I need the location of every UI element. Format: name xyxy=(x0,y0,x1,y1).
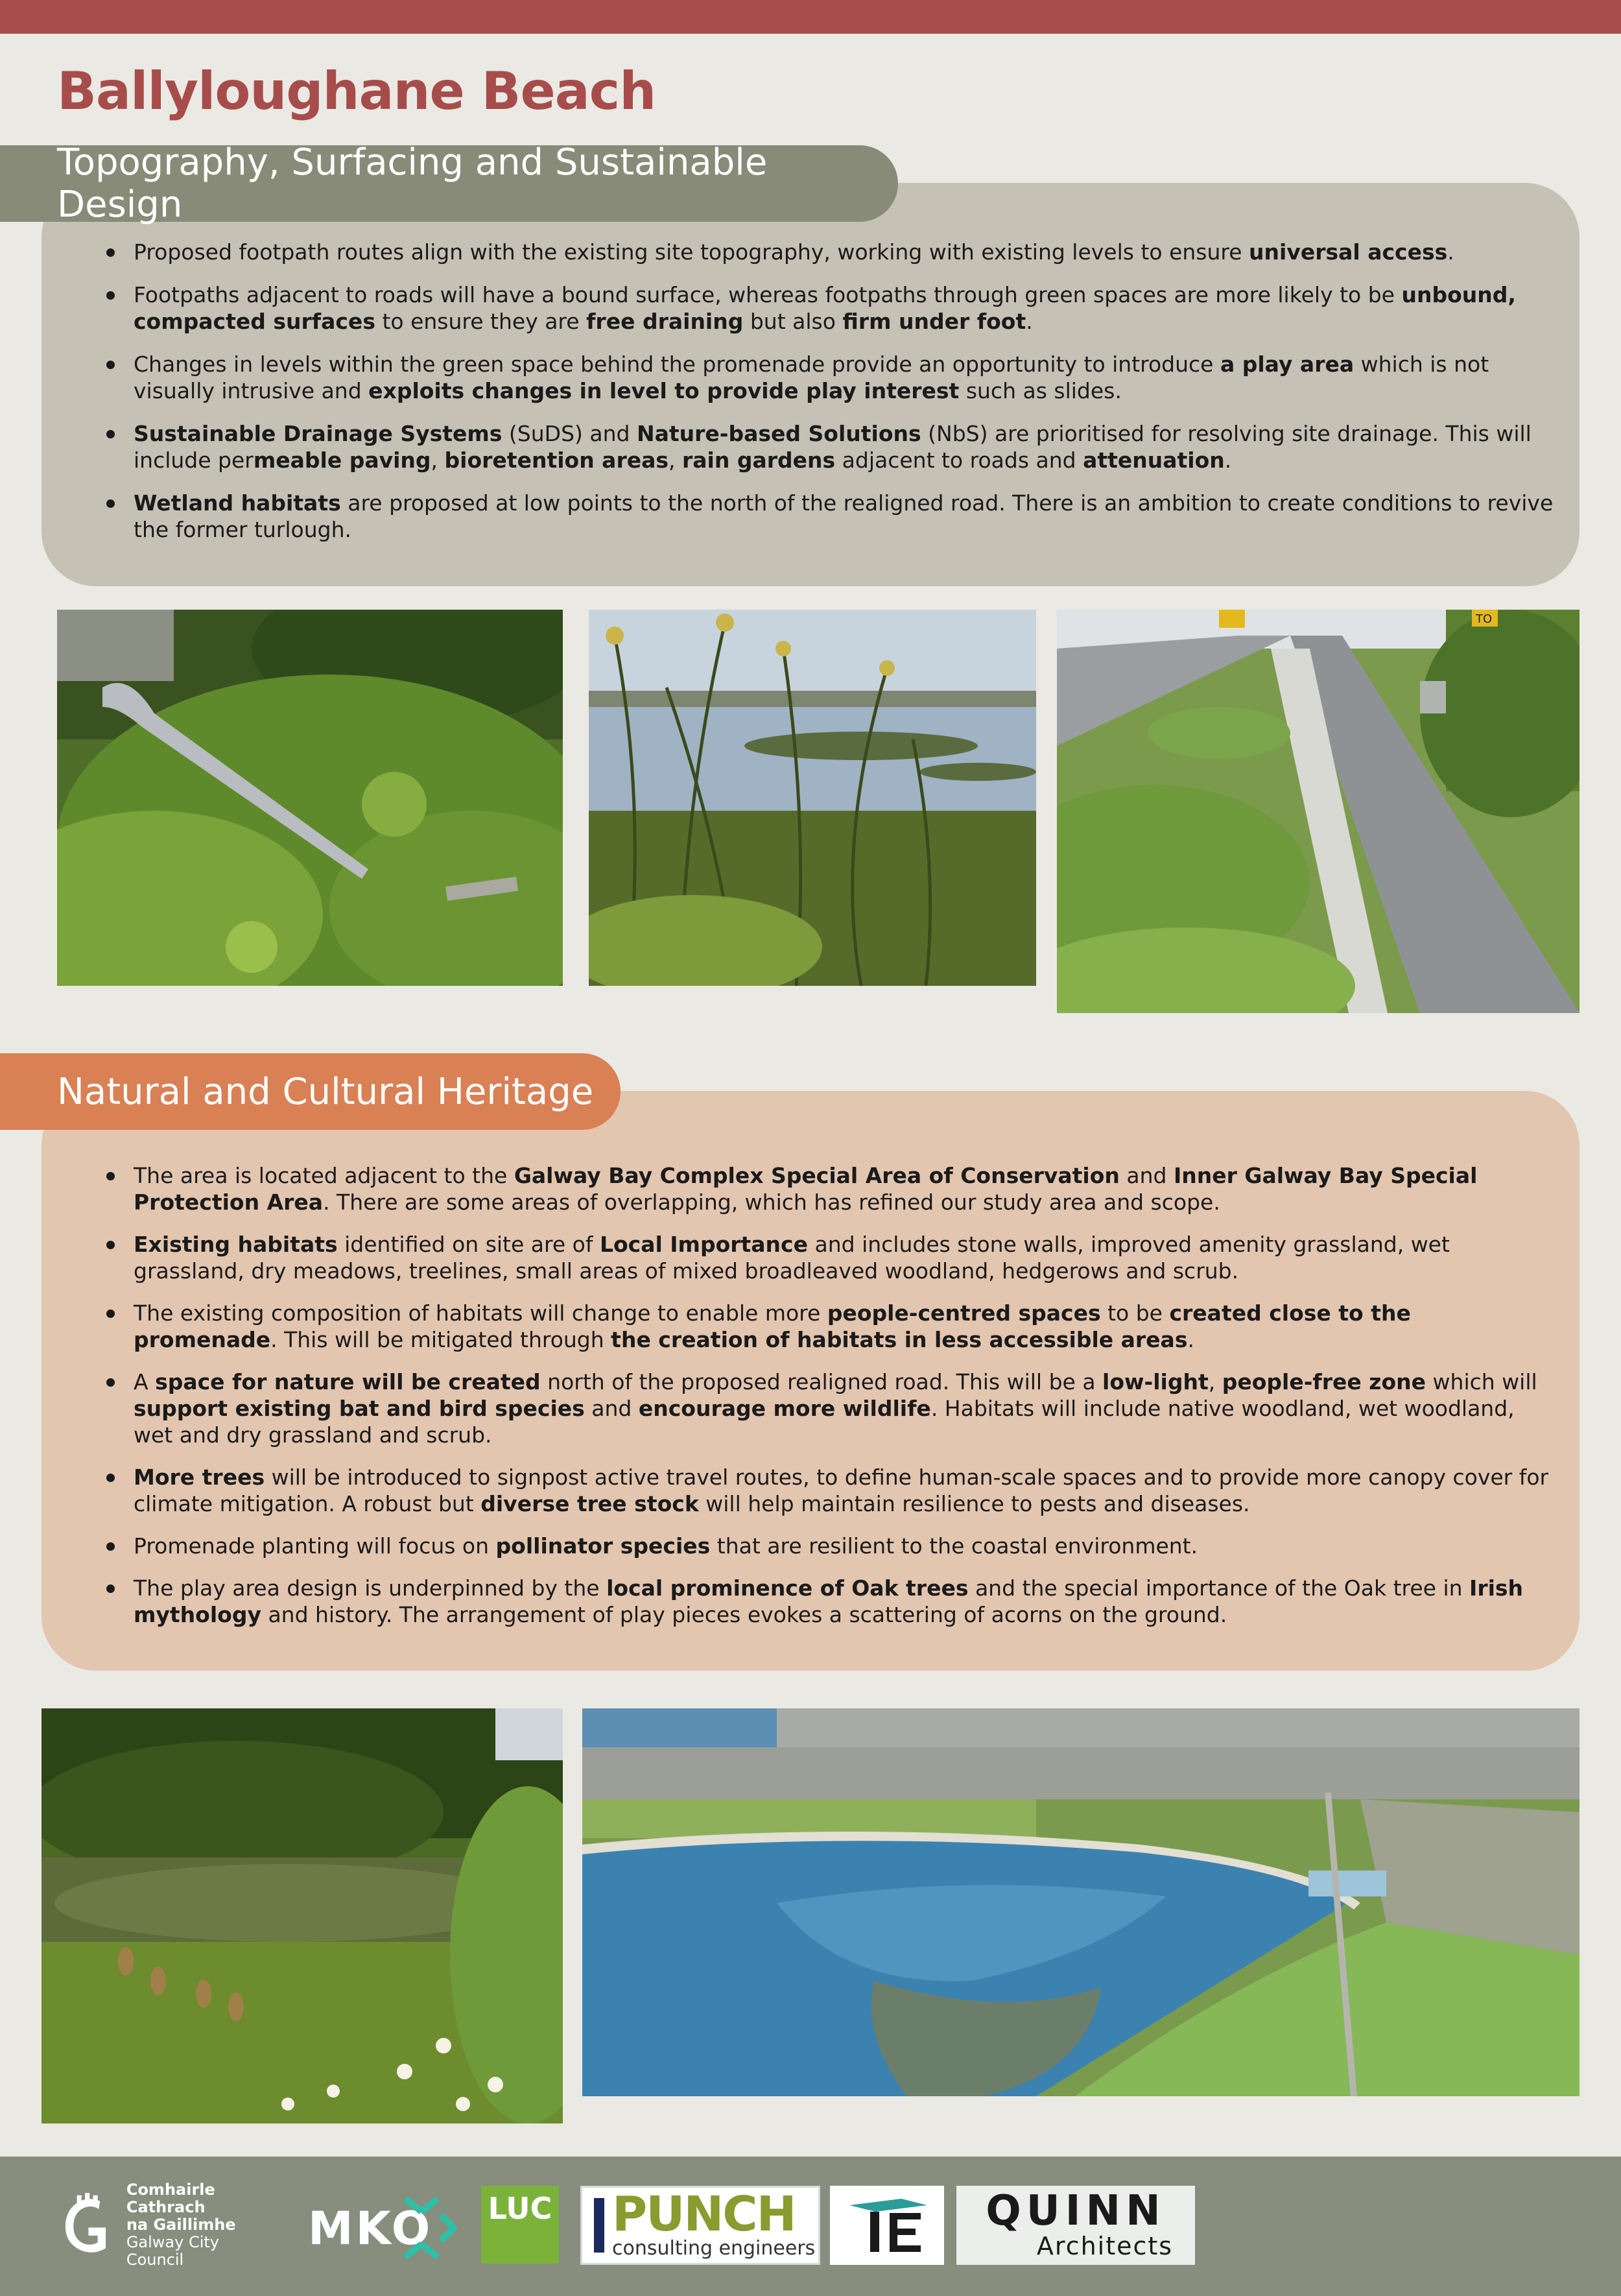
bullet-text: will be introduced to signpost active travel routes, to define human-scale spaces and to provide more canopy cover for climate mitigation. A robust but xyxy=(134,1465,1549,1516)
topography-bullet-list xyxy=(91,239,1560,543)
topography-panel xyxy=(41,183,1580,586)
bullet-text: adjacent to roads and xyxy=(835,448,1083,473)
bullet-text: which is not visually intrusive and xyxy=(134,352,1489,403)
bullet-item xyxy=(91,420,1560,473)
road-sign-text: TO xyxy=(1476,612,1493,626)
bullet-text: . This will be mitigated through xyxy=(270,1327,611,1352)
bullet-emphasis: Galway Bay Complex Special Area of Conservation xyxy=(514,1163,1120,1188)
bullet-emphasis: created close to the promenade xyxy=(134,1300,1411,1352)
gcc-line2: na Gaillimhe xyxy=(126,2215,236,2234)
photo-road-footpath xyxy=(1057,610,1580,1013)
bullet-text: and xyxy=(584,1396,639,1421)
luc-text: LUC xyxy=(488,2191,552,2226)
bullet-emphasis: More trees xyxy=(134,1465,265,1490)
bullet-emphasis: Inner Galway Bay Special Protection Area xyxy=(134,1163,1478,1215)
bullet-emphasis: attenuation xyxy=(1083,448,1225,473)
bullet-emphasis: unbound, compacted surfaces xyxy=(134,282,1516,334)
bullet-text: . There are some areas of overlapping, which has refined our study area and scope. xyxy=(323,1190,1220,1215)
photo-wetland-grasses xyxy=(589,610,1036,986)
logo-mko xyxy=(308,2192,457,2264)
te-text: TE xyxy=(887,2257,895,2264)
logo-luc xyxy=(481,2186,559,2264)
bullet-emphasis: encourage more wildlife xyxy=(638,1396,931,1421)
bullet-emphasis: universal access xyxy=(1249,239,1448,265)
bullet-item xyxy=(91,490,1560,543)
bullet-text: , xyxy=(669,448,683,473)
bullet-emphasis: support existing bat and bird species xyxy=(134,1396,585,1421)
mko-chevron-right-icon xyxy=(441,2215,454,2241)
punch-main-text: PUNCH xyxy=(612,2186,796,2242)
photo-meadow-pond xyxy=(41,1708,563,2123)
bullet-text: The area is located adjacent to the xyxy=(134,1163,514,1188)
bullet-text: , xyxy=(431,448,445,473)
bullet-item xyxy=(91,1464,1560,1517)
bullet-emphasis: Irish mythology xyxy=(134,1575,1524,1627)
bullet-emphasis: pollinator species xyxy=(495,1533,711,1559)
bullet-text: identified on site are of xyxy=(337,1232,600,1257)
bullet-text: , xyxy=(1208,1369,1222,1394)
bullet-item xyxy=(91,351,1560,404)
bullet-text: Footpaths adjacent to roads will have a bound surface, whereas footpaths through green spaces are more likely to be xyxy=(134,282,1402,307)
bullet-text: The existing composition of habitats will change to enable more xyxy=(134,1300,827,1326)
bullet-text: to ensure they are xyxy=(375,309,587,334)
bullet-item xyxy=(91,1369,1560,1448)
bullet-text: are proposed at low points to the north of the realigned road. There is an ambition to create conditions to revive the former turlough. xyxy=(134,490,1554,542)
bullet-emphasis: a play area xyxy=(1220,352,1355,377)
bullet-text: and the special importance of the Oak tree in xyxy=(968,1575,1470,1601)
bullet-text: and history. The arrangement of play pieces evokes a scattering of acorns on the ground. xyxy=(261,1602,1227,1627)
bullet-text: will help maintain resilience to pests and diseases. xyxy=(698,1491,1250,1516)
heritage-bullet-list xyxy=(91,1162,1560,1628)
bullet-text: Proposed footpath routes align with the existing site topography, working with existing levels to ensure xyxy=(134,239,1249,265)
bullet-emphasis: people-centred spaces xyxy=(827,1300,1101,1326)
bullet-emphasis: rain gardens xyxy=(682,448,836,473)
bullet-text: . xyxy=(1026,309,1033,334)
bullet-text: . xyxy=(1224,448,1232,473)
bullet-emphasis: meable paving xyxy=(253,448,431,473)
bullet-text: Promenade planting will focus on xyxy=(134,1533,496,1559)
bullet-emphasis: free draining xyxy=(586,309,744,334)
bullet-item xyxy=(91,1533,1560,1559)
logo-galway-city-council xyxy=(60,2180,280,2269)
bullet-emphasis: people-free zone xyxy=(1222,1369,1426,1394)
bullet-text: which will xyxy=(1426,1369,1537,1394)
bullet-emphasis: space for nature will be created xyxy=(155,1369,541,1394)
bullet-emphasis: exploits changes in level to provide play interest xyxy=(368,378,960,403)
bullet-item xyxy=(91,1231,1560,1284)
logo-punch-consulting-engineers xyxy=(580,2186,820,2265)
bullet-text: The play area design is underpinned by the xyxy=(134,1575,607,1601)
bullet-emphasis: bioretention areas xyxy=(444,448,669,473)
bullet-emphasis: firm under foot xyxy=(842,309,1026,334)
bullet-text: such as slides. xyxy=(959,378,1122,403)
bullet-text: . xyxy=(1187,1327,1194,1352)
section-heading-heritage xyxy=(0,1053,621,1130)
bullet-emphasis: the creation of habitats in less accessible areas xyxy=(611,1327,1188,1352)
quinn-main-text: QUINN xyxy=(986,2187,1166,2235)
bullet-emphasis: Local Importance xyxy=(599,1232,808,1257)
galway-city-council-crest-icon xyxy=(60,2189,117,2260)
section-heading-text: Natural and Cultural Heritage xyxy=(57,1070,594,1113)
bullet-text: that are resilient to the coastal environment. xyxy=(710,1533,1198,1559)
punch-bar-mark xyxy=(594,2198,604,2253)
photo-aerial-coastline xyxy=(582,1708,1580,2096)
bullet-text: and includes stone walls, improved amenity grassland, wet grassland, dry meadows, treelines, small areas of mixed broadleaved woodland, hedgerows and scrub. xyxy=(134,1232,1450,1284)
bullet-emphasis: low-light xyxy=(1102,1369,1209,1394)
bullet-item xyxy=(91,239,1560,265)
logo-quinn-architects xyxy=(956,2186,1195,2265)
bullet-text: and xyxy=(1119,1163,1174,1188)
bullet-item xyxy=(91,281,1560,335)
bullet-item xyxy=(91,1575,1560,1628)
bullet-emphasis: local prominence of Oak trees xyxy=(606,1575,969,1601)
section-heading-text: Topography, Surfacing and Sustainable Design xyxy=(57,141,768,226)
bullet-text: (NbS) are prioritised for resolving site drainage. This will include per xyxy=(134,421,1532,473)
heritage-panel xyxy=(41,1091,1580,1671)
quinn-sub-text: Architects xyxy=(1036,2232,1174,2260)
bullet-emphasis: Sustainable Drainage Systems xyxy=(134,421,503,446)
gcc-line3: Galway City Council xyxy=(126,2232,220,2269)
bullet-text: north of the proposed realigned road. This will be a xyxy=(540,1369,1103,1394)
punch-sub-text: consulting engineers xyxy=(612,2236,816,2260)
bullet-text: Changes in levels within the green space behind the promenade provide an opportunity to introduce xyxy=(134,352,1220,377)
mko-text: MKO xyxy=(308,2202,433,2255)
bullet-emphasis: Wetland habitats xyxy=(134,490,341,516)
bullet-text: A xyxy=(134,1369,156,1394)
bullet-text: . Habitats will include native woodland, wet woodland, wet and dry grassland and scrub. xyxy=(134,1396,1515,1448)
page-title: Ballyloughane Beach xyxy=(57,61,656,121)
bullet-text: (SuDS) and xyxy=(502,421,637,446)
footer-logo-bar xyxy=(0,2157,1621,2296)
bullet-emphasis: Existing habitats xyxy=(134,1232,338,1257)
gcc-line1: Comhairle Cathrach xyxy=(126,2180,215,2216)
bullet-text: to be xyxy=(1100,1300,1170,1326)
bullet-text: but also xyxy=(743,309,843,334)
logo-te xyxy=(830,2186,944,2265)
bullet-text: . xyxy=(1447,239,1454,265)
bullet-emphasis: diverse tree stock xyxy=(480,1491,699,1516)
section-heading-topography xyxy=(0,141,898,226)
top-stripe xyxy=(0,0,1621,34)
photo-slide-in-garden xyxy=(57,610,563,986)
bullet-item xyxy=(91,1162,1560,1215)
bullet-item xyxy=(91,1300,1560,1353)
bullet-emphasis: Nature-based Solutions xyxy=(636,421,921,446)
